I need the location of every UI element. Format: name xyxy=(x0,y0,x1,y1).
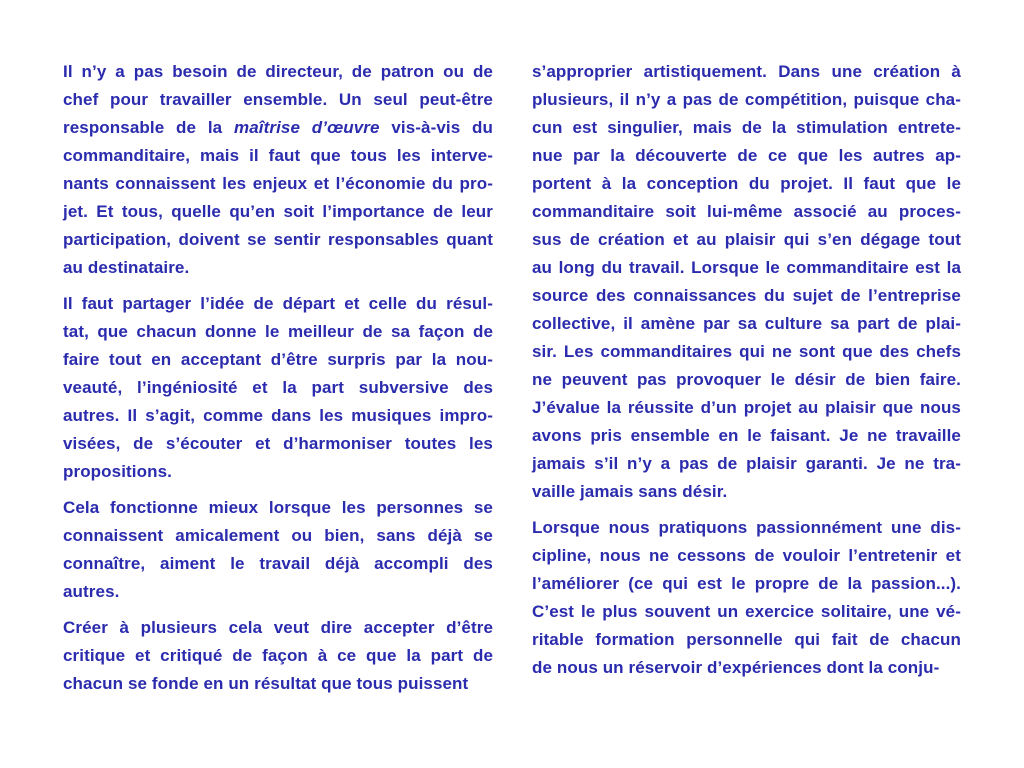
text-column-right xyxy=(532,58,961,682)
text-segment: jet. Et tous, quelle qu’en soit l’importance de leur xyxy=(63,202,493,221)
text-line xyxy=(63,290,493,318)
text-segment: connaissent amicalement ou bien, sans déjà se xyxy=(63,526,493,545)
text-segment: l’améliorer (ce qui est le propre de la passion...). xyxy=(532,574,961,593)
text-line xyxy=(532,86,961,114)
text-segment: Il n’y a pas besoin de directeur, de patron ou de xyxy=(63,62,493,81)
text-line xyxy=(63,670,493,698)
text-segment: avons pris ensemble en le faisant. Je ne travaille xyxy=(532,426,961,445)
text-line xyxy=(532,310,961,338)
text-line xyxy=(532,598,961,626)
text-line xyxy=(63,254,493,282)
text-line xyxy=(63,58,493,86)
text-segment: ritable formation personnelle qui fait de chacun xyxy=(532,630,961,649)
text-segment: commanditaire soit lui-même associé au proces- xyxy=(532,202,961,221)
text-line xyxy=(532,570,961,598)
text-segment: commanditaire, mais il faut que tous les interve- xyxy=(63,146,493,165)
text-segment: plusieurs, il n’y a pas de compétition, puisque cha- xyxy=(532,90,961,109)
text-line xyxy=(532,450,961,478)
text-segment: chef pour travailler ensemble. Un seul peut-être xyxy=(63,90,493,109)
text-line xyxy=(532,142,961,170)
text-line xyxy=(532,394,961,422)
text-segment: connaître, aiment le travail déjà accompli des xyxy=(63,554,493,573)
text-segment: nants connaissent les enjeux et l’économie du pro- xyxy=(63,174,493,193)
text-segment: Lorsque nous pratiquons passionnément une dis- xyxy=(532,518,961,537)
text-line xyxy=(63,430,493,458)
paragraph xyxy=(63,290,493,486)
text-line xyxy=(532,114,961,142)
text-segment: vaille jamais sans désir. xyxy=(532,482,728,501)
text-line xyxy=(532,422,961,450)
text-segment: portent à la conception du projet. Il faut que le xyxy=(532,174,961,193)
text-line xyxy=(532,366,961,394)
text-column-left xyxy=(63,58,493,698)
text-line xyxy=(63,114,493,142)
text-line xyxy=(532,198,961,226)
text-line xyxy=(63,402,493,430)
paragraph xyxy=(63,614,493,698)
text-segment: responsable de la xyxy=(63,118,234,137)
text-segment: veauté, l’ingéniosité et la part subversive des xyxy=(63,378,493,397)
text-segment: J’évalue la réussite d’un projet au plaisir que nous xyxy=(532,398,961,417)
text-line xyxy=(63,642,493,670)
text-line xyxy=(63,198,493,226)
text-segment: faire tout en acceptant d’être surpris par la nou- xyxy=(63,350,493,369)
text-line xyxy=(63,86,493,114)
text-line xyxy=(532,282,961,310)
text-segment: propositions. xyxy=(63,462,172,481)
text-segment: ne peuvent pas provoquer le désir de bien faire. xyxy=(532,370,961,389)
text-segment: cun est singulier, mais de la stimulation entrete- xyxy=(532,118,961,137)
text-segment: critique et critiqué de façon à ce que la part de xyxy=(63,646,493,665)
text-segment: Créer à plusieurs cela veut dire accepter d’être xyxy=(63,618,493,637)
text-line xyxy=(63,550,493,578)
paragraph xyxy=(532,514,961,682)
text-segment: Il faut partager l’idée de départ et celle du résul- xyxy=(63,294,493,313)
text-line xyxy=(532,254,961,282)
text-segment: C’est le plus souvent un exercice solitaire, une vé- xyxy=(532,602,961,621)
text-line xyxy=(532,626,961,654)
text-line xyxy=(63,142,493,170)
paragraph xyxy=(63,58,493,282)
text-line xyxy=(63,226,493,254)
text-line xyxy=(532,478,961,506)
text-segment: nue par la découverte de ce que les autres ap- xyxy=(532,146,961,165)
text-line xyxy=(63,318,493,346)
text-segment: visées, de s’écouter et d’harmoniser toutes les xyxy=(63,434,493,453)
text-segment: au long du travail. Lorsque le commanditaire est la xyxy=(532,258,961,277)
text-line xyxy=(63,458,493,486)
text-line xyxy=(63,374,493,402)
text-line xyxy=(63,522,493,550)
text-segment: source des connaissances du sujet de l’entreprise xyxy=(532,286,961,305)
text-line xyxy=(532,338,961,366)
text-segment: participation, doivent se sentir responsables quant xyxy=(63,230,493,249)
text-segment: vis-à-vis du xyxy=(379,118,494,137)
text-segment: chacun se fonde en un résultat que tous puissent xyxy=(63,674,469,693)
text-line xyxy=(63,614,493,642)
text-line xyxy=(63,578,493,606)
text-line xyxy=(532,542,961,570)
text-segment: s’approprier artistiquement. Dans une création à xyxy=(532,62,961,81)
text-segment: autres. xyxy=(63,582,120,601)
text-segment: collective, il amène par sa culture sa part de plai- xyxy=(532,314,961,333)
text-segment: Cela fonctionne mieux lorsque les personnes se xyxy=(63,498,493,517)
text-line xyxy=(63,346,493,374)
text-segment: jamais s’il n’y a pas de plaisir garanti. Je ne tra- xyxy=(532,454,961,473)
text-segment: au destinataire. xyxy=(63,258,190,277)
paragraph xyxy=(532,58,961,506)
italic-text-segment: maîtrise d’œuvre xyxy=(234,118,380,137)
text-line xyxy=(532,170,961,198)
text-line xyxy=(532,654,961,682)
text-segment: tat, que chacun donne le meilleur de sa façon de xyxy=(63,322,493,341)
paragraph xyxy=(63,494,493,606)
text-line xyxy=(63,494,493,522)
text-segment: cipline, nous ne cessons de vouloir l’entretenir et xyxy=(532,546,961,565)
text-line xyxy=(532,226,961,254)
text-segment: de nous un réservoir d’expériences dont la conju- xyxy=(532,658,940,677)
text-segment: sir. Les commanditaires qui ne sont que des chefs xyxy=(532,342,961,361)
text-line xyxy=(532,58,961,86)
text-segment: sus de création et au plaisir qui s’en dégage tout xyxy=(532,230,961,249)
text-segment: autres. Il s’agit, comme dans les musiques impro- xyxy=(63,406,493,425)
text-line xyxy=(63,170,493,198)
text-line xyxy=(532,514,961,542)
